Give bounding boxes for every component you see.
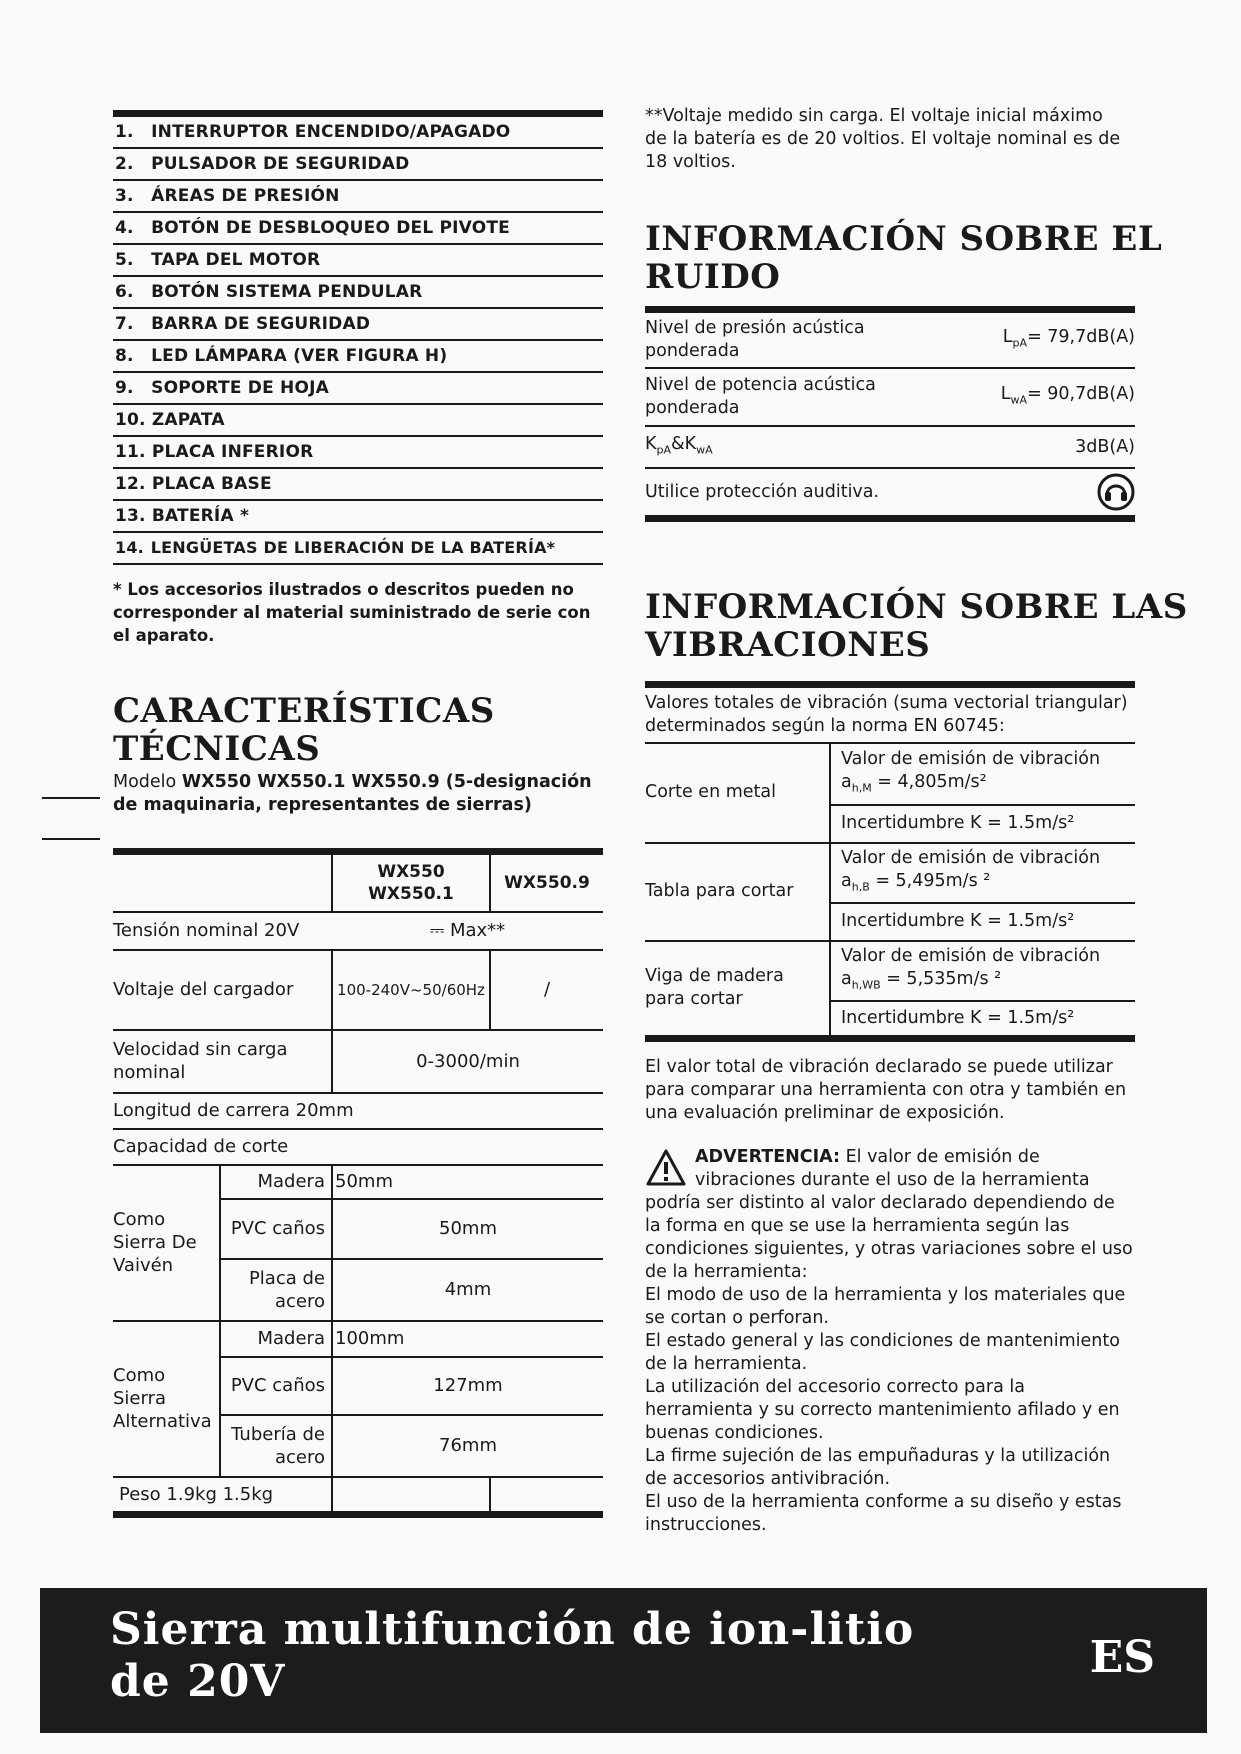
vibration-title: INFORMACIÓN SOBRE LAS VIBRACIONES: [645, 587, 1188, 665]
parts-list-item: 3. ÁREAS DE PRESIÓN: [113, 181, 603, 213]
parts-list: [113, 110, 603, 565]
tech-title: CARACTERÍSTICAS TÉCNICAS: [113, 691, 495, 769]
parts-list-item: 5. TAPA DEL MOTOR: [113, 245, 603, 277]
product-title: Sierra multifunción de ion-litio de 20V: [110, 1604, 915, 1707]
voltage-note: **Voltaje medido sin carga. El voltaje inicial máximo de la batería es de 20 voltios. El voltaje nominal es de 18 voltios.: [645, 106, 1121, 172]
parts-list-item: 10. ZAPATA: [113, 405, 603, 437]
parts-list-item: 1. INTERRUPTOR ENCENDIDO/APAGADO: [113, 117, 603, 149]
parts-list-item: 8. LED LÁMPARA (VER FIGURA H): [113, 341, 603, 373]
parts-list-item: 6. BOTÓN SISTEMA PENDULAR: [113, 277, 603, 309]
parts-list-item: 7. BARRA DE SEGURIDAD: [113, 309, 603, 341]
accessory-note: * Los accesorios ilustrados o descritos pueden no corresponder al material suministrado de serie con el aparato.: [113, 580, 591, 645]
vibration-table: Valores totales de vibración (suma vectorial triangular) determinados según la norma EN 60745: Corte en metal Valor de emisión de vibración $a_{h,M} = 4,805m/s^2$ Incertidumbre K = 1.5m/s² Tabla para cortar Valor de emisión de vibración $a_{h,B} = 5,495m/s$ ² Incertidumbre K = 1.5m/s² Viga de madera para cortar Valor de emisión de vibración $a_{h,WB} = 5,535m/s$ ² Incertidumbre K = 1.5m/s²: [645, 681, 1135, 1042]
dc-symbol-icon: ⎓: [429, 920, 445, 941]
parts-list-item: 2. PULSADOR DE SEGURIDAD: [113, 149, 603, 181]
condition-item: La firme sujeción de las empuñaduras y la utilización de accesorios antivibración.: [645, 1446, 1111, 1489]
spec-table: WX550 WX550.1 WX550.9 Tensión nominal 20V ⎓ Max** Voltaje del cargador 100-240V~50/60Hz / Velocidad sin carga nominal 0-3000/min Longitud de carrera 20mm Capacidad de corte Como Sierra De Vaivén Madera 50mm PVC caños 50mm Placa de acero 4mm Como Sierra Alternativa Madera 100mm PVC caños 127mm Tubería de acero 76mm Peso 1.9kg 1.5kg: [113, 848, 603, 1518]
declared-value-note: El valor total de vibración declarado se puede utilizar para comparar una herramienta con otra y también en una evaluación preliminar de exposición.: [645, 1057, 1127, 1123]
parts-list-item: 13. BATERÍA *: [113, 501, 603, 533]
margin-tick: [42, 797, 100, 799]
margin-tick: [42, 838, 100, 840]
noise-table: Nivel de presión acústica ponderada $L_{pA}= 79,7dB(A)$ Nivel de potencia acústica ponderada $L_{wA}= 90,7dB(A)$ $K_{pA}\&K_{wA}$ 3dB(A) Utilice protección auditiva.: [645, 306, 1135, 522]
footer-banner: [40, 1588, 1207, 1733]
parts-list-item: 4. BOTÓN DE DESBLOQUEO DEL PIVOTE: [113, 213, 603, 245]
condition-item: El estado general y las condiciones de mantenimiento de la herramienta.: [645, 1331, 1120, 1374]
condition-item: El uso de la herramienta conforme a su diseño y estas instrucciones.: [645, 1492, 1122, 1535]
condition-item: El modo de uso de la herramienta y los materiales que se cortan o perforan.: [645, 1285, 1126, 1328]
model-line: Modelo WX550 WX550.1 WX550.9 (5-designación de maquinaria, representantes de sierras): [113, 772, 592, 815]
parts-list-item: 11. PLACA INFERIOR: [113, 437, 603, 469]
language-code: ES: [1089, 1632, 1155, 1683]
ear-protection-icon: [1097, 473, 1135, 511]
parts-list-item: 12. PLACA BASE: [113, 469, 603, 501]
condition-item: La utilización del accesorio correcto para la herramienta y su correcto mantenimiento afilado y en buenas condiciones.: [645, 1377, 1120, 1443]
parts-list-item: 14. LENGÜETAS DE LIBERACIÓN DE LA BATERÍA*: [113, 533, 603, 565]
noise-title: INFORMACIÓN SOBRE EL RUIDO: [645, 219, 1163, 297]
warning-icon: [645, 1148, 687, 1188]
warning-block: ADVERTENCIA: El valor de emisión de vibraciones durante el uso de la herramienta podría ser distinto al valor declarado dependiendo de la forma en que se use la herramienta según las condiciones siguientes, y otras variaciones sobre el uso de la herramienta: El modo de uso de la herramienta y los materiales que se cortan o perforan. El estado general y las condiciones de mantenimiento de la herramienta. La utilización del accesorio correcto para la herramienta y su correcto mantenimiento afilado y en buenas condiciones. La firme sujeción de las empuñaduras y la utilización de accesorios antivibración. El uso de la herramienta conforme a su diseño y estas instrucciones.: [645, 1146, 1135, 1537]
parts-list-item: 9. SOPORTE DE HOJA: [113, 373, 603, 405]
